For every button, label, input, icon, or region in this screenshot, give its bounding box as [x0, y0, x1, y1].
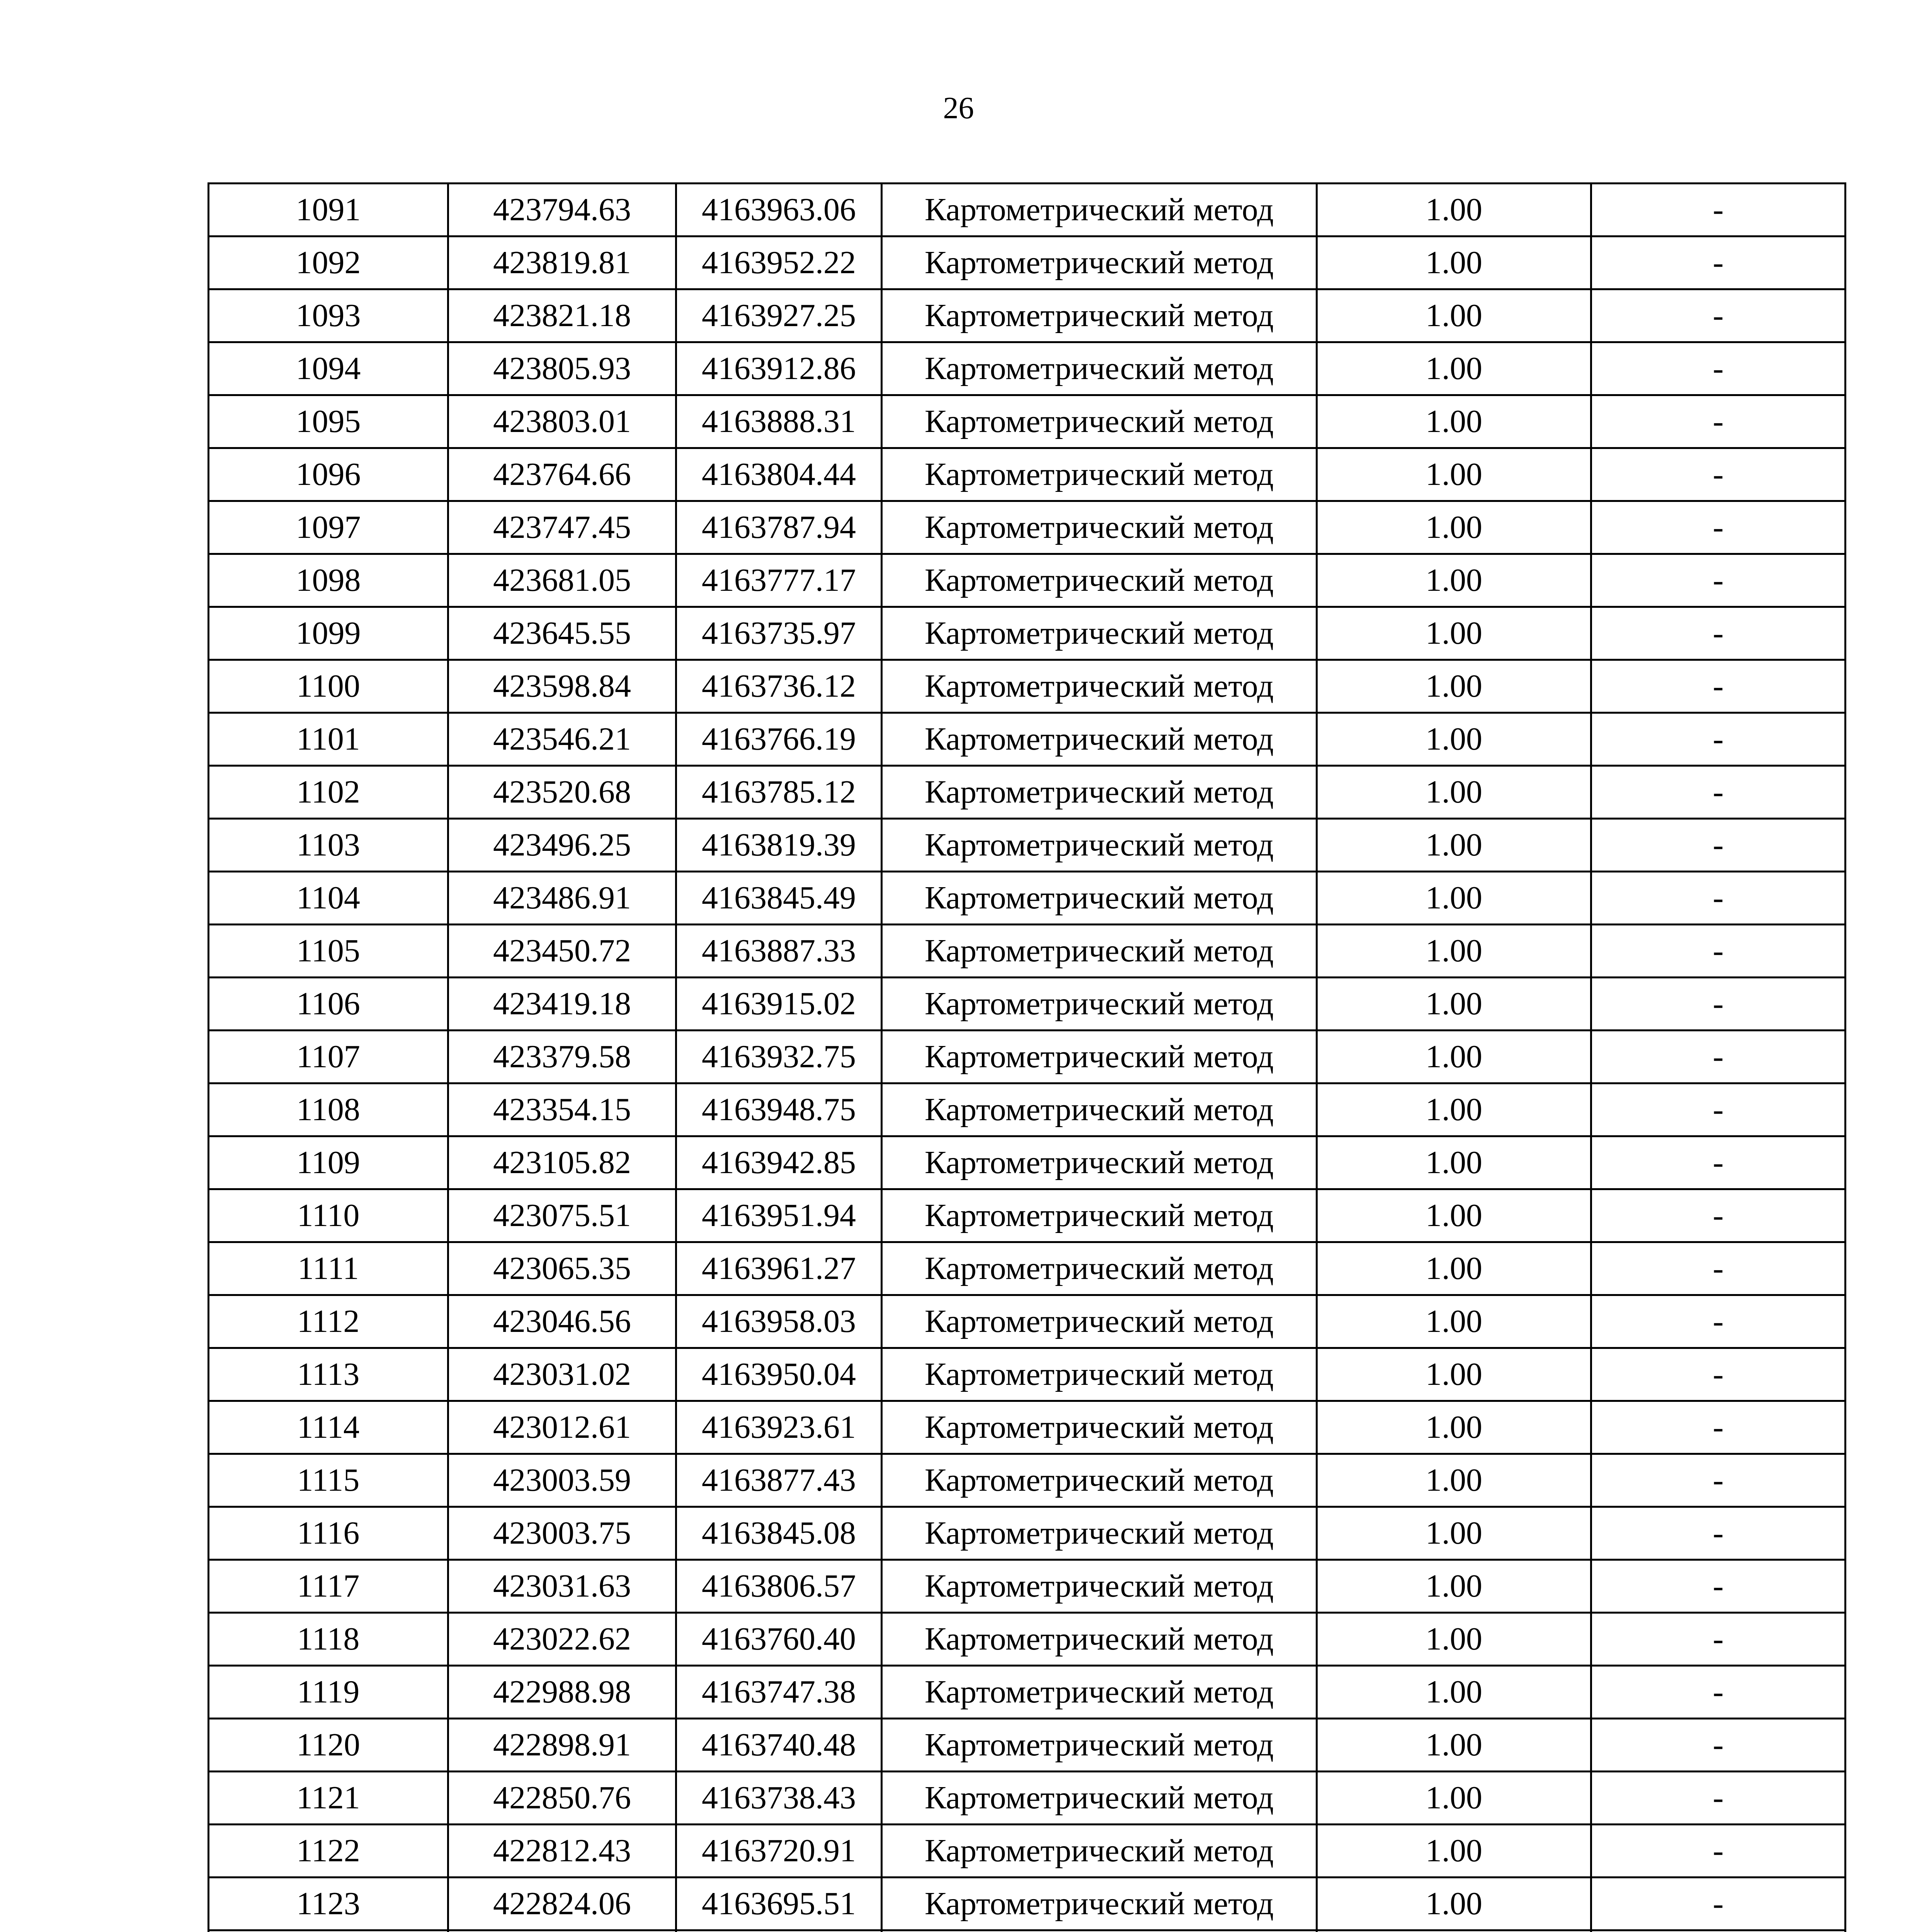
description-cell: - [1591, 342, 1846, 395]
description-cell: - [1591, 1031, 1846, 1083]
accuracy-cell: 1.00 [1317, 978, 1591, 1031]
method-cell: Картометрический метод [882, 395, 1317, 448]
method-cell: Картометрический метод [882, 1136, 1317, 1189]
y-coordinate-cell: 4163777.17 [676, 554, 882, 607]
description-cell: - [1591, 660, 1846, 713]
method-cell: Картометрический метод [882, 713, 1317, 766]
method-cell: Картометрический метод [882, 1825, 1317, 1878]
description-cell: - [1591, 1560, 1846, 1613]
description-cell: - [1591, 236, 1846, 289]
point-number-cell: 1101 [209, 713, 448, 766]
description-cell: - [1591, 1083, 1846, 1136]
point-number-cell: 1118 [209, 1613, 448, 1666]
description-cell: - [1591, 501, 1846, 554]
description-cell: - [1591, 766, 1846, 819]
method-cell: Картометрический метод [882, 660, 1317, 713]
table-row [209, 1507, 1846, 1560]
accuracy-cell: 1.00 [1317, 395, 1591, 448]
point-number-cell [209, 1930, 448, 1932]
method-cell: Картометрический метод [882, 448, 1317, 501]
y-coordinate-cell: 4163887.33 [676, 925, 882, 978]
description-cell: - [1591, 1401, 1846, 1454]
table-row [209, 395, 1846, 448]
x-coordinate-cell: 423486.91 [448, 872, 676, 925]
point-number-cell: 1112 [209, 1295, 448, 1348]
x-coordinate-cell: 423065.35 [448, 1242, 676, 1295]
y-coordinate-cell: 4163695.51 [676, 1878, 882, 1930]
method-cell: Картометрический метод [882, 554, 1317, 607]
table-row [209, 1348, 1846, 1401]
description-cell: - [1591, 1136, 1846, 1189]
accuracy-cell: 1.00 [1317, 1242, 1591, 1295]
y-coordinate-cell: 4163923.61 [676, 1401, 882, 1454]
accuracy-cell: 1.00 [1317, 1825, 1591, 1878]
y-coordinate-cell: 4163932.75 [676, 1031, 882, 1083]
accuracy-cell: 1.00 [1317, 1454, 1591, 1507]
method-cell: Картометрический метод [882, 766, 1317, 819]
point-number-cell: 1108 [209, 1083, 448, 1136]
method-cell: Картометрический метод [882, 819, 1317, 872]
point-number-cell: 1123 [209, 1878, 448, 1930]
x-coordinate-cell: 423105.82 [448, 1136, 676, 1189]
method-cell [882, 1930, 1317, 1932]
description-cell: - [1591, 1878, 1846, 1930]
x-coordinate-cell: 422812.43 [448, 1825, 676, 1878]
table-row [209, 1454, 1846, 1507]
description-cell: - [1591, 925, 1846, 978]
description-cell: - [1591, 1348, 1846, 1401]
accuracy-cell: 1.00 [1317, 1189, 1591, 1242]
accuracy-cell: 1.00 [1317, 1878, 1591, 1930]
x-coordinate-cell: 423031.02 [448, 1348, 676, 1401]
table-row [209, 554, 1846, 607]
description-cell: - [1591, 1825, 1846, 1878]
accuracy-cell: 1.00 [1317, 554, 1591, 607]
accuracy-cell: 1.00 [1317, 1772, 1591, 1825]
description-cell: - [1591, 872, 1846, 925]
x-coordinate-cell: 423075.51 [448, 1189, 676, 1242]
description-cell: - [1591, 713, 1846, 766]
y-coordinate-cell: 4163950.04 [676, 1348, 882, 1401]
accuracy-cell: 1.00 [1317, 1666, 1591, 1719]
y-coordinate-cell: 4163738.43 [676, 1772, 882, 1825]
x-coordinate-cell: 423379.58 [448, 1031, 676, 1083]
point-number-cell: 1114 [209, 1401, 448, 1454]
y-coordinate-cell: 4163948.75 [676, 1083, 882, 1136]
method-cell: Картометрический метод [882, 1878, 1317, 1930]
point-number-cell: 1104 [209, 872, 448, 925]
accuracy-cell: 1.00 [1317, 660, 1591, 713]
x-coordinate-cell: 423681.05 [448, 554, 676, 607]
table-row [209, 289, 1846, 342]
point-number-cell: 1107 [209, 1031, 448, 1083]
method-cell: Картометрический метод [882, 501, 1317, 554]
y-coordinate-cell: 4163735.97 [676, 607, 882, 660]
x-coordinate-cell: 423764.66 [448, 448, 676, 501]
x-coordinate-cell: 423022.62 [448, 1613, 676, 1666]
coordinates-table-body [209, 184, 1846, 1932]
accuracy-cell: 1.00 [1317, 236, 1591, 289]
accuracy-cell: 1.00 [1317, 713, 1591, 766]
method-cell: Картометрический метод [882, 1613, 1317, 1666]
method-cell: Картометрический метод [882, 1295, 1317, 1348]
accuracy-cell: 1.00 [1317, 1348, 1591, 1401]
table-row [209, 819, 1846, 872]
table-row [209, 766, 1846, 819]
y-coordinate-cell: 4163819.39 [676, 819, 882, 872]
y-coordinate-cell: 4163736.12 [676, 660, 882, 713]
method-cell: Картометрический метод [882, 1242, 1317, 1295]
description-cell: - [1591, 1295, 1846, 1348]
y-coordinate-cell: 4163747.38 [676, 1666, 882, 1719]
accuracy-cell [1317, 1930, 1591, 1932]
description-cell: - [1591, 819, 1846, 872]
y-coordinate-cell: 4163951.94 [676, 1189, 882, 1242]
point-number-cell: 1094 [209, 342, 448, 395]
coordinates-table [208, 182, 1846, 1932]
table-row [209, 236, 1846, 289]
method-cell: Картометрический метод [882, 1401, 1317, 1454]
table-row [209, 1560, 1846, 1613]
accuracy-cell: 1.00 [1317, 448, 1591, 501]
description-cell: - [1591, 607, 1846, 660]
method-cell: Картометрический метод [882, 925, 1317, 978]
accuracy-cell: 1.00 [1317, 1560, 1591, 1613]
table-row [209, 448, 1846, 501]
point-number-cell: 1119 [209, 1666, 448, 1719]
method-cell: Картометрический метод [882, 1560, 1317, 1613]
x-coordinate-cell: 423031.63 [448, 1560, 676, 1613]
x-coordinate-cell: 423805.93 [448, 342, 676, 395]
method-cell: Картометрический метод [882, 1031, 1317, 1083]
table-row [209, 1719, 1846, 1772]
point-number-cell: 1096 [209, 448, 448, 501]
method-cell: Картометрический метод [882, 184, 1317, 236]
table-row [209, 713, 1846, 766]
table-row [209, 1401, 1846, 1454]
x-coordinate-cell: 423003.75 [448, 1507, 676, 1560]
point-number-cell: 1122 [209, 1825, 448, 1878]
method-cell: Картометрический метод [882, 289, 1317, 342]
y-coordinate-cell: 4163845.49 [676, 872, 882, 925]
y-coordinate-cell: 4163804.44 [676, 448, 882, 501]
method-cell: Картометрический метод [882, 1189, 1317, 1242]
y-coordinate-cell: 4163912.86 [676, 342, 882, 395]
accuracy-cell: 1.00 [1317, 1136, 1591, 1189]
accuracy-cell: 1.00 [1317, 607, 1591, 660]
table-row [209, 1242, 1846, 1295]
y-coordinate-cell: 4163785.12 [676, 766, 882, 819]
y-coordinate-cell: 4163740.48 [676, 1719, 882, 1772]
x-coordinate-cell: 423419.18 [448, 978, 676, 1031]
table-row [209, 1031, 1846, 1083]
accuracy-cell: 1.00 [1317, 872, 1591, 925]
x-coordinate-cell: 423046.56 [448, 1295, 676, 1348]
y-coordinate-cell: 4163942.85 [676, 1136, 882, 1189]
y-coordinate-cell: 4163961.27 [676, 1242, 882, 1295]
y-coordinate-cell: 4163952.22 [676, 236, 882, 289]
method-cell: Картометрический метод [882, 1507, 1317, 1560]
accuracy-cell: 1.00 [1317, 925, 1591, 978]
y-coordinate-cell: 4163787.94 [676, 501, 882, 554]
point-number-cell: 1110 [209, 1189, 448, 1242]
description-cell: - [1591, 1454, 1846, 1507]
page-number: 26 [943, 91, 974, 125]
table-row [209, 607, 1846, 660]
accuracy-cell: 1.00 [1317, 1719, 1591, 1772]
point-number-cell: 1099 [209, 607, 448, 660]
point-number-cell: 1106 [209, 978, 448, 1031]
accuracy-cell: 1.00 [1317, 342, 1591, 395]
x-coordinate-cell: 423003.59 [448, 1454, 676, 1507]
point-number-cell: 1098 [209, 554, 448, 607]
point-number-cell: 1092 [209, 236, 448, 289]
description-cell: - [1591, 1719, 1846, 1772]
method-cell: Картометрический метод [882, 1454, 1317, 1507]
table-row [209, 1666, 1846, 1719]
y-coordinate-cell: 4163806.57 [676, 1560, 882, 1613]
x-coordinate-cell: 423012.61 [448, 1401, 676, 1454]
accuracy-cell: 1.00 [1317, 184, 1591, 236]
y-coordinate-cell: 4163927.25 [676, 289, 882, 342]
table-row [209, 1613, 1846, 1666]
x-coordinate-cell: 423803.01 [448, 395, 676, 448]
description-cell: - [1591, 1772, 1846, 1825]
table-row [209, 184, 1846, 236]
point-number-cell: 1121 [209, 1772, 448, 1825]
x-coordinate-cell: 422824.06 [448, 1878, 676, 1930]
table-row [209, 1825, 1846, 1878]
y-coordinate-cell: 4163877.43 [676, 1454, 882, 1507]
x-coordinate-cell: 423821.18 [448, 289, 676, 342]
method-cell: Картометрический метод [882, 1772, 1317, 1825]
accuracy-cell: 1.00 [1317, 1613, 1591, 1666]
description-cell: - [1591, 1189, 1846, 1242]
x-coordinate-cell: 423496.25 [448, 819, 676, 872]
x-coordinate-cell: 423819.81 [448, 236, 676, 289]
description-cell: - [1591, 1666, 1846, 1719]
method-cell: Картометрический метод [882, 1083, 1317, 1136]
x-coordinate-cell: 422898.91 [448, 1719, 676, 1772]
y-coordinate-cell: 4163963.06 [676, 184, 882, 236]
point-number-cell: 1103 [209, 819, 448, 872]
y-coordinate-cell: 4163760.40 [676, 1613, 882, 1666]
x-coordinate-cell: 423794.63 [448, 184, 676, 236]
x-coordinate-cell: 423598.84 [448, 660, 676, 713]
point-number-cell: 1091 [209, 184, 448, 236]
table-row [209, 872, 1846, 925]
method-cell: Картометрический метод [882, 236, 1317, 289]
x-coordinate-cell: 422988.98 [448, 1666, 676, 1719]
description-cell: - [1591, 448, 1846, 501]
table-row [209, 1772, 1846, 1825]
accuracy-cell: 1.00 [1317, 1031, 1591, 1083]
table-row [209, 1136, 1846, 1189]
method-cell: Картометрический метод [882, 1719, 1317, 1772]
point-number-cell: 1097 [209, 501, 448, 554]
x-coordinate-cell: 423520.68 [448, 766, 676, 819]
accuracy-cell: 1.00 [1317, 1507, 1591, 1560]
x-coordinate-cell: 423546.21 [448, 713, 676, 766]
table-row [209, 1083, 1846, 1136]
x-coordinate-cell: 423747.45 [448, 501, 676, 554]
y-coordinate-cell: 4163915.02 [676, 978, 882, 1031]
description-cell: - [1591, 1613, 1846, 1666]
table-row [209, 1295, 1846, 1348]
table-row [209, 660, 1846, 713]
table-row [209, 925, 1846, 978]
y-coordinate-cell [676, 1930, 882, 1932]
accuracy-cell: 1.00 [1317, 1401, 1591, 1454]
table-row [209, 1189, 1846, 1242]
description-cell: - [1591, 554, 1846, 607]
accuracy-cell: 1.00 [1317, 501, 1591, 554]
y-coordinate-cell: 4163766.19 [676, 713, 882, 766]
y-coordinate-cell: 4163958.03 [676, 1295, 882, 1348]
point-number-cell: 1115 [209, 1454, 448, 1507]
x-coordinate-cell: 423450.72 [448, 925, 676, 978]
accuracy-cell: 1.00 [1317, 1295, 1591, 1348]
description-cell [1591, 1930, 1846, 1932]
accuracy-cell: 1.00 [1317, 819, 1591, 872]
accuracy-cell: 1.00 [1317, 289, 1591, 342]
accuracy-cell: 1.00 [1317, 766, 1591, 819]
method-cell: Картометрический метод [882, 872, 1317, 925]
x-coordinate-cell: 422850.76 [448, 1772, 676, 1825]
method-cell: Картометрический метод [882, 978, 1317, 1031]
point-number-cell: 1111 [209, 1242, 448, 1295]
x-coordinate-cell: 423645.55 [448, 607, 676, 660]
description-cell: - [1591, 184, 1846, 236]
table-row [209, 1930, 1846, 1932]
method-cell: Картометрический метод [882, 607, 1317, 660]
description-cell: - [1591, 978, 1846, 1031]
point-number-cell: 1116 [209, 1507, 448, 1560]
x-coordinate-cell: 423354.15 [448, 1083, 676, 1136]
point-number-cell: 1105 [209, 925, 448, 978]
table-row [209, 342, 1846, 395]
point-number-cell: 1100 [209, 660, 448, 713]
method-cell: Картометрический метод [882, 1348, 1317, 1401]
point-number-cell: 1093 [209, 289, 448, 342]
description-cell: - [1591, 395, 1846, 448]
x-coordinate-cell [448, 1930, 676, 1932]
y-coordinate-cell: 4163845.08 [676, 1507, 882, 1560]
table-row [209, 978, 1846, 1031]
point-number-cell: 1120 [209, 1719, 448, 1772]
table-row [209, 1878, 1846, 1930]
description-cell: - [1591, 289, 1846, 342]
point-number-cell: 1109 [209, 1136, 448, 1189]
accuracy-cell: 1.00 [1317, 1083, 1591, 1136]
y-coordinate-cell: 4163720.91 [676, 1825, 882, 1878]
description-cell: - [1591, 1507, 1846, 1560]
method-cell: Картометрический метод [882, 1666, 1317, 1719]
point-number-cell: 1117 [209, 1560, 448, 1613]
y-coordinate-cell: 4163888.31 [676, 395, 882, 448]
description-cell: - [1591, 1242, 1846, 1295]
method-cell: Картометрический метод [882, 342, 1317, 395]
point-number-cell: 1113 [209, 1348, 448, 1401]
point-number-cell: 1102 [209, 766, 448, 819]
table-row [209, 501, 1846, 554]
point-number-cell: 1095 [209, 395, 448, 448]
